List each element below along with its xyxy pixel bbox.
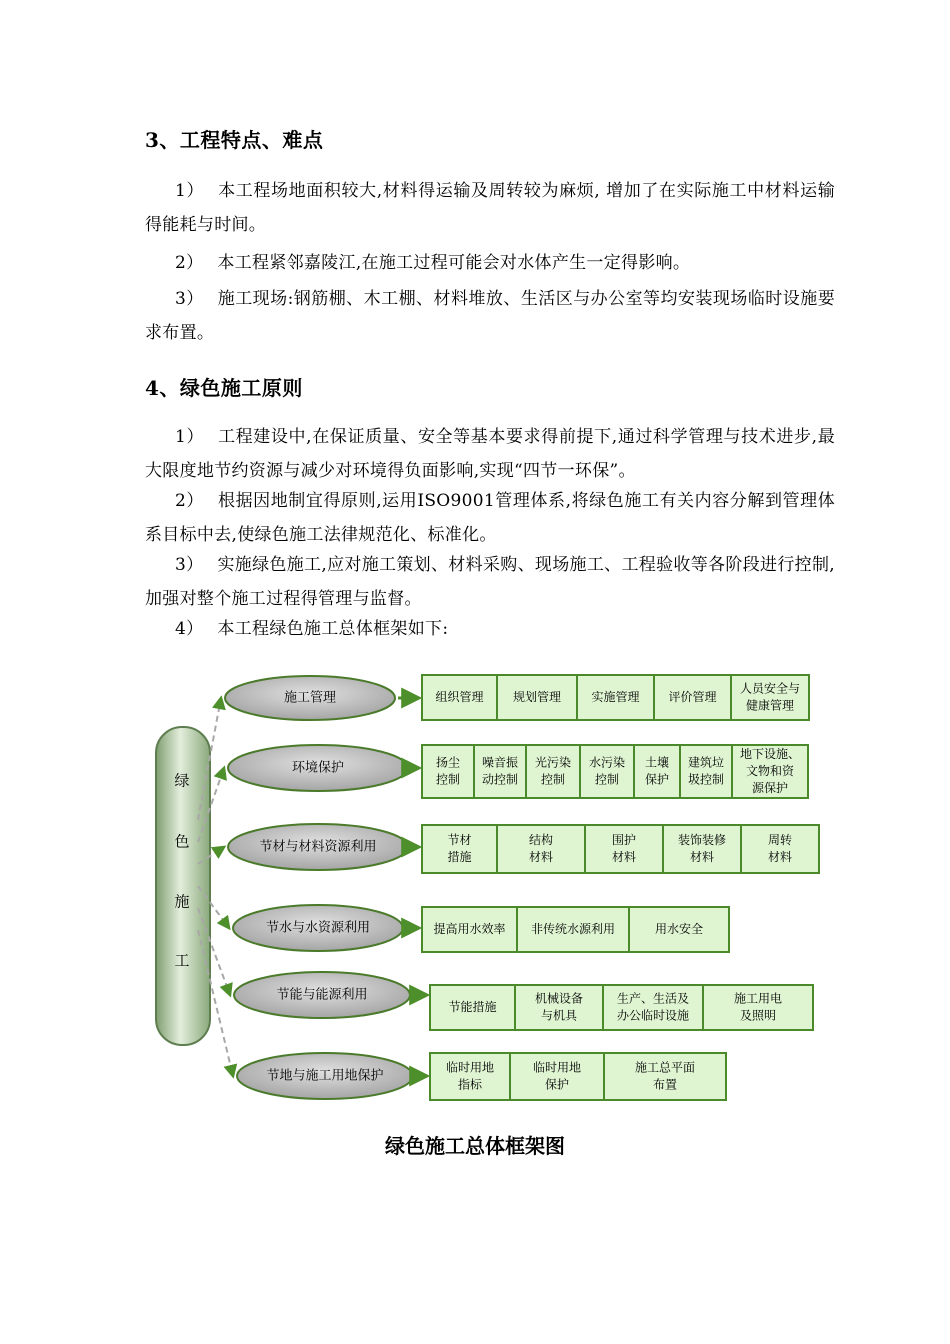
item-box-label: 控制 — [435, 772, 461, 787]
item-box-label: 与机具 — [540, 1008, 578, 1023]
item-box-label: 施工用电 — [733, 991, 783, 1006]
category-label: 环境保护 — [291, 760, 345, 776]
item-box-label: 提高用水效率 — [433, 922, 506, 936]
category-label: 施工管理 — [283, 690, 337, 706]
item-box-label: 生产、生活及 — [616, 991, 690, 1006]
item-box-label: 圾控制 — [687, 772, 725, 787]
section4-heading: 4、绿色施工原则 — [145, 376, 303, 400]
item-box-label: 非传统水源利用 — [530, 922, 616, 936]
item-box-label: 地下设施、 — [739, 747, 801, 761]
item-box — [422, 745, 474, 798]
item-box-label: 评价管理 — [668, 690, 717, 704]
section3-heading: 3、工程特点、难点 — [145, 128, 324, 152]
item-box-label: 扬尘 — [435, 755, 461, 770]
item-box-label: 指标 — [457, 1077, 483, 1092]
diagram-caption: 绿色施工总体框架图 — [385, 1134, 565, 1158]
item-box-label: 围护 — [611, 833, 637, 847]
item-box-label: 控制 — [594, 772, 620, 787]
item-box-label: 节材 — [447, 833, 472, 847]
item-box-label: 水污染 — [588, 755, 626, 770]
item-box-label: 建筑垃 — [687, 755, 725, 770]
section3-item-3: 3） 施工现场:钢筋棚、木工棚、材料堆放、生活区与办公室等均安装现场临时设施要求布置。 — [145, 289, 835, 343]
root-char: 绿 — [174, 771, 190, 790]
item-box-label: 装饰装修 — [677, 833, 727, 847]
item-box-label: 施工总平面 — [634, 1060, 696, 1075]
category-label: 节材与材料资源利用 — [259, 839, 377, 855]
item-box-label: 光污染 — [534, 755, 572, 770]
root-char: 色 — [174, 832, 190, 851]
section4-item-2: 2） 根据因地制宜得原则,运用ISO9001管理体系,将绿色施工有关内容分解到管理体系目标中去,使绿色施工法律规范化、标准化。 — [145, 491, 835, 545]
section4-item-3: 3） 实施绿色施工,应对施工策划、材料采购、现场施工、工程验收等各阶段进行控制,加强对整个施工过程得管理与监督。 — [145, 555, 835, 609]
item-box-label: 土壤 — [644, 755, 670, 770]
item-box-label: 用水安全 — [654, 922, 704, 936]
item-box-label: 实施管理 — [591, 690, 640, 704]
item-box-label: 办公临时设施 — [616, 1008, 690, 1023]
item-box-label: 噪音振 — [481, 755, 519, 770]
item-box-label: 措施 — [447, 850, 472, 864]
category-label: 节水与水资源利用 — [265, 920, 371, 936]
item-box-label: 布置 — [652, 1077, 678, 1092]
item-box-label: 组织管理 — [435, 690, 484, 704]
root-char: 工 — [174, 951, 190, 970]
item-box-label: 结构 — [528, 833, 554, 847]
section4-item-1: 1） 工程建设中,在保证质量、安全等基本要求得前提下,通过科学管理与技术进步,最大限度地节约资源与减少对环境得负面影响,实现“四节一环保”。 — [145, 427, 835, 481]
item-box-label: 临时用地 — [532, 1060, 582, 1075]
item-box — [634, 745, 680, 798]
root-char: 施 — [174, 892, 190, 911]
item-box-label: 周转 — [767, 833, 793, 847]
item-box-label: 机械设备 — [534, 991, 584, 1006]
section4-item-4: 4） 本工程绿色施工总体框架如下: — [175, 619, 449, 639]
section3-item-1: 1） 本工程场地面积较大,材料得运输及周转较为麻烦, 增加了在实际施工中材料运输得能耗与时间。 — [145, 181, 836, 235]
category-label: 节能与能源利用 — [276, 987, 368, 1003]
item-box-label: 保护 — [544, 1077, 570, 1092]
item-box-label: 保护 — [644, 772, 670, 787]
item-box-label: 规划管理 — [512, 690, 562, 704]
item-box-label: 控制 — [540, 772, 566, 787]
section3-item-2: 2） 本工程紧邻嘉陵江,在施工过程可能会对水体产生一定得影响。 — [175, 253, 691, 273]
item-box — [526, 745, 580, 798]
item-box-label: 材料 — [767, 850, 793, 864]
category-label: 节地与施工用地保护 — [266, 1068, 384, 1084]
item-box-label: 临时用地 — [445, 1060, 495, 1075]
item-box-label: 材料 — [528, 850, 554, 864]
item-box-label: 动控制 — [481, 772, 519, 787]
item-box-label: 文物和资 — [745, 764, 795, 778]
item-box-label: 及照明 — [739, 1008, 777, 1023]
item-box-label: 材料 — [611, 850, 637, 864]
item-box-label: 材料 — [689, 850, 715, 864]
item-box — [680, 745, 732, 798]
item-box-label: 节能措施 — [448, 1000, 497, 1014]
item-box-label: 人员安全与 — [739, 681, 801, 696]
item-box — [474, 745, 526, 798]
item-box-label: 源保护 — [751, 781, 789, 795]
item-box — [580, 745, 634, 798]
item-box-label: 健康管理 — [745, 698, 795, 713]
